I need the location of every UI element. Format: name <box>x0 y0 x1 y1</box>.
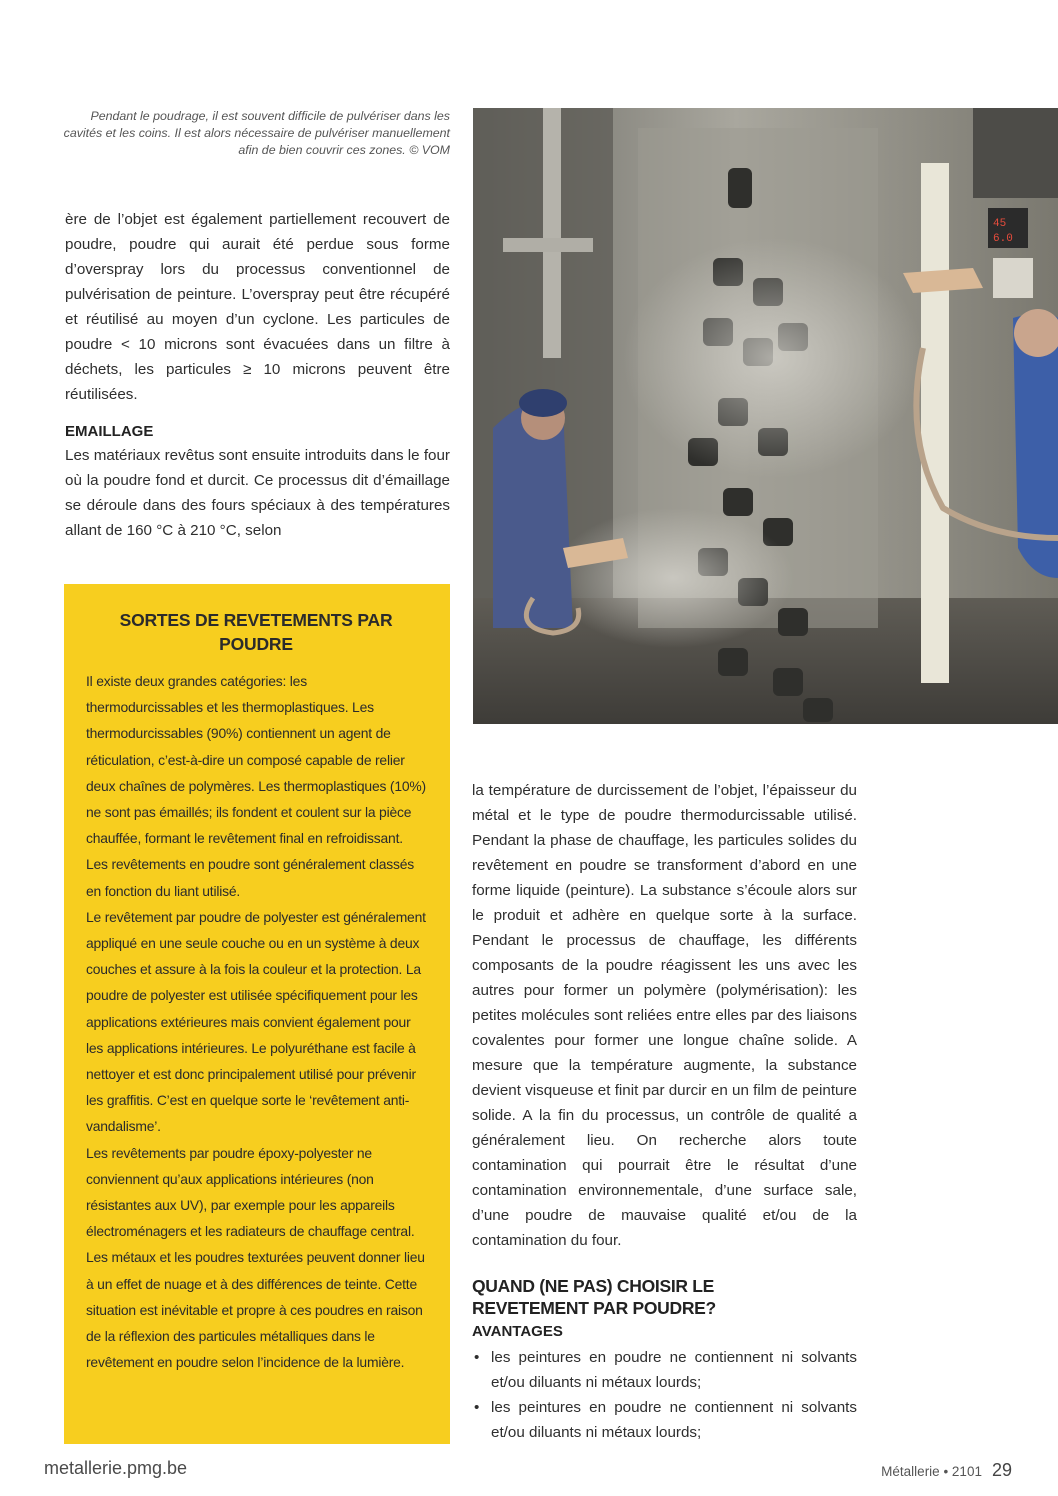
display-bottom-value: 6.0 <box>993 233 1013 245</box>
list-item <box>472 1395 857 1445</box>
left-paragraph-2: Les matériaux revêtus sont ensuite introduits dans le four où la poudre fond et durcit. Ce processus dit d’émaillage se déroule dans des fours spéciaux à des températures allant de 160 °C à 210 °C, selon <box>65 447 450 539</box>
advantages-list <box>472 1345 857 1445</box>
photo-caption: Pendant le poudrage, il est souvent difficile de pulvériser dans les cavités et les coins. Il est alors nécessaire de pulvériser manuellement afin de bien couvrir ces zones. © VOM <box>63 109 450 157</box>
list-item-text: les peintures en poudre ne contiennent ni solvants et/ou diluants ni métaux lourds; <box>491 1349 857 1391</box>
sidebar-paragraph-3: Les revêtements par poudre époxy-polyester ne conviennent qu’aux applications intérieures (non résistantes aux UV), par exemple pour les appareils électroménagers et les radiateurs de chauffage central. Les métaux et les poudres texturées peuvent donner lieu à un effet de nuage et à des différences de teinte. Cette situation est inévitable et propre à ces poudres en raison de la réflexion des particules métalliques dans le revêtement en poudre selon l’incidence de la lumière. <box>86 1144 425 1371</box>
list-item-text: les peintures en poudre ne contiennent ni solvants et/ou diluants ni métaux lourds; <box>491 1399 857 1441</box>
bullet-icon: • <box>474 1399 480 1416</box>
right-paragraph: la température de durcissement de l’objet, l’épaisseur du métal et le type de poudre thermodurcissable utilisé. Pendant la phase de chauffage, les particules solides du revêtement en poudre se transforment d’abord en une forme liquide (peinture). La substance s’écoule alors sur le produit et adhère en quelque sorte à la surface. Pendant le processus de chauffage, les différents composants de la poudre réagissent les uns avec les autres pour former un polymère (polymérisation): les petites molécules sont reliées entre elles par des liaisons covalentes pour former une longue chaîne solide. A mesure que la température augmente, la substance devient visqueuse et finit par durcir en un film de peinture solide. A la fin du processus, un contrôle de qualité a généralement lieu. On recherche alors toute contamination qui pourrait être le résultat d’une contamination environnementale, d’une surface sale, d’une poudre de mauvaise qualité et/ou de la contamination du four. <box>472 782 857 1249</box>
sidebar-title: SORTES DE REVETEMENTS PAR POUDRE <box>119 610 393 654</box>
left-paragraph-1: ère de l’objet est également partiellement recouvert de poudre, poudre qui aurait été perdue sous forme d’overspray lors du processus conventionnel de pulvérisation de peinture. L’overspray peut être récupéré et réutilisé au moyen d’un cyclone. Les particules de poudre < 10 microns sont évacuées dans un filtre à déchets, les particules ≥ 10 microns peuvent être réutilisées. <box>65 211 450 403</box>
subheading-avantages: AVANTAGES <box>472 1323 563 1340</box>
sidebar-paragraph-1: Il existe deux grandes catégories: les thermodurcissables et les thermoplastiques. Les thermodurcissables (90%) contiennent un agent de réticulation, c’est-à-dire un composé capable de relier deux chaînes de polymères. Les thermoplastiques (10%) ne sont pas émaillés; ils fondent et coulent sur la pièce chauffée, formant le revêtement final en refroidissant. Les revêtements en poudre sont généralement classés en fonction du liant utilisé. <box>86 673 426 899</box>
footer-magazine: Métallerie • 2101 <box>881 1464 982 1479</box>
bullet-icon: • <box>474 1349 480 1366</box>
powder-booth-illustration <box>473 108 1058 724</box>
section-heading-quand <box>472 1275 857 1319</box>
list-item <box>472 1345 857 1395</box>
heading-line-2: REVETEMENT PAR POUDRE? <box>472 1298 716 1318</box>
sidebar-paragraph-2: Le revêtement par poudre de polyester est généralement appliqué en une seule couche ou en un système à deux couches et assure à la fois la couleur et la protection. La poudre de polyester est utilisée spécifiquement pour les applications extérieures mais convient également pour les applications intérieures. Le polyuréthane est facile à nettoyer et est donc principalement utilisé pour prévenir les graffitis. C’est en quelque sorte le ‘revêtement anti-vandalisme’. <box>86 908 426 1135</box>
display-top-value: 45 <box>993 218 1007 230</box>
footer-website: metallerie.pmg.be <box>44 1458 188 1478</box>
footer-publication <box>881 1460 1012 1481</box>
right-column <box>472 778 857 1445</box>
sidebar-box <box>64 584 450 1444</box>
left-column <box>65 207 450 543</box>
powder-coating-photo <box>473 108 1058 724</box>
page-number: 29 <box>991 1460 1012 1480</box>
heading-line-1: QUAND (NE PAS) CHOISIR LE <box>472 1276 715 1296</box>
section-heading-emaillage: EMAILLAGE <box>65 423 154 440</box>
